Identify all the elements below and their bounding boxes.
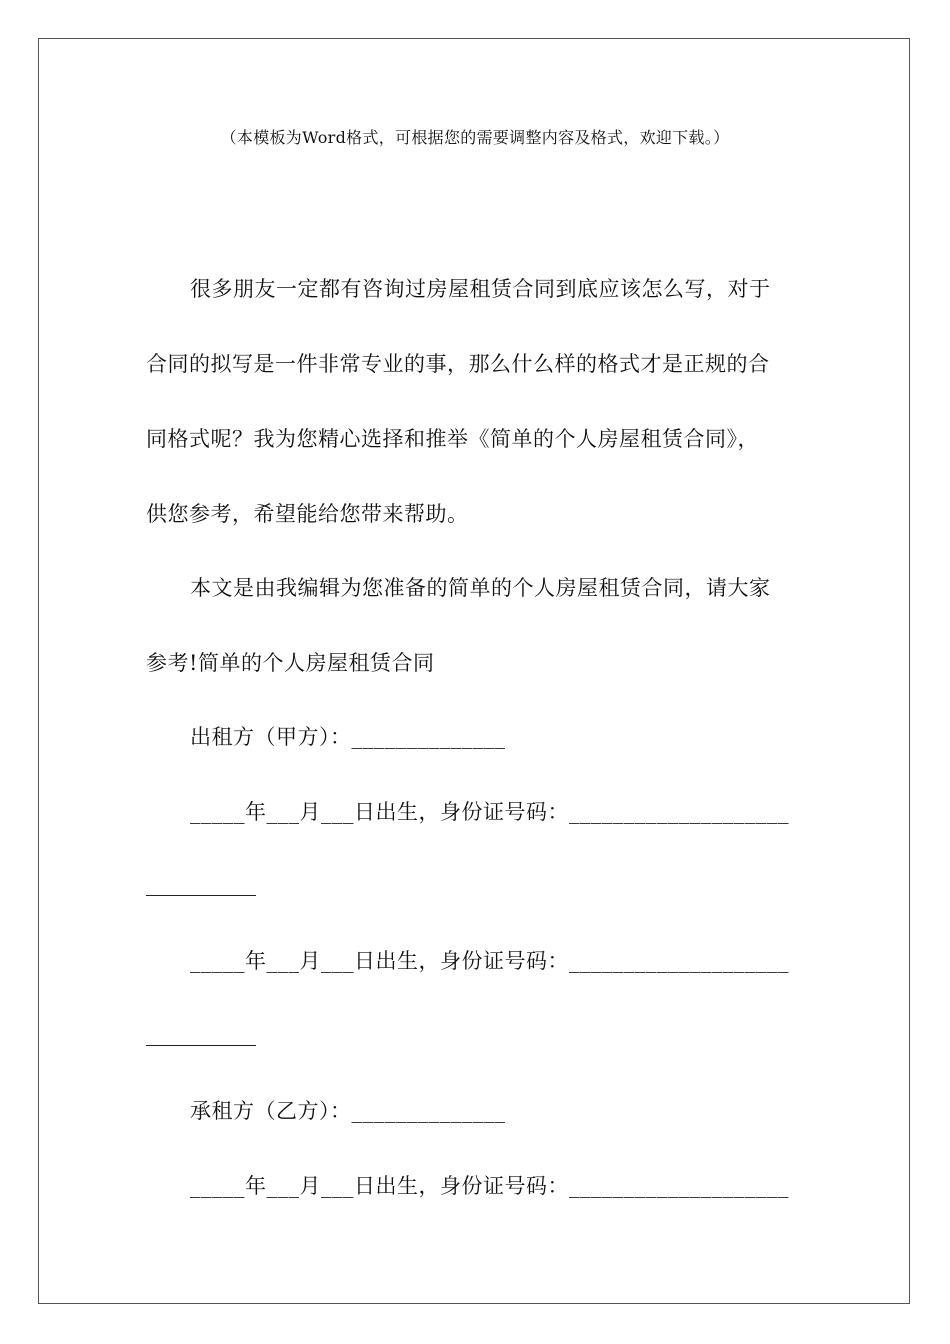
intro-paragraph-line-4: 供您参考，希望能给您带来帮助。 <box>146 502 469 526</box>
body-paragraph-line-2: 参考!简单的个人房屋租赁合同 <box>146 651 435 675</box>
intro-paragraph-line-1: 很多朋友一定都有咨询过房屋租赁合同到底应该怎么写，对于 <box>190 277 771 301</box>
lessor-birth-id-line-1: _____年___月___日出生，身份证号码：____________________ <box>190 800 789 824</box>
intro-paragraph-line-3: 同格式呢？我为您精心选择和推举《简单的个人房屋租赁合同》， <box>146 427 759 451</box>
lessor-birth-id-line-2: _____年___月___日出生，身份证号码：____________________ <box>190 949 789 973</box>
lessee-birth-id-line-1: _____年___月___日出生，身份证号码：____________________ <box>190 1174 789 1198</box>
lessee-label: 承租方（乙方）：______________ <box>190 1099 506 1123</box>
lessor-label: 出租方（甲方）：______________ <box>190 725 506 749</box>
body-paragraph-line-1: 本文是由我编辑为您准备的简单的个人房屋租赁合同，请大家 <box>190 576 771 600</box>
lessor-id-continuation-rule-1 <box>146 895 256 896</box>
template-notice: （本模板为Word格式，可根据您的需要调整内容及格式，欢迎下载。） <box>220 128 730 147</box>
intro-paragraph-line-2: 合同的拟写是一件非常专业的事，那么什么样的格式才是正规的合 <box>146 352 770 376</box>
lessor-id-continuation-rule-2 <box>146 1045 256 1046</box>
